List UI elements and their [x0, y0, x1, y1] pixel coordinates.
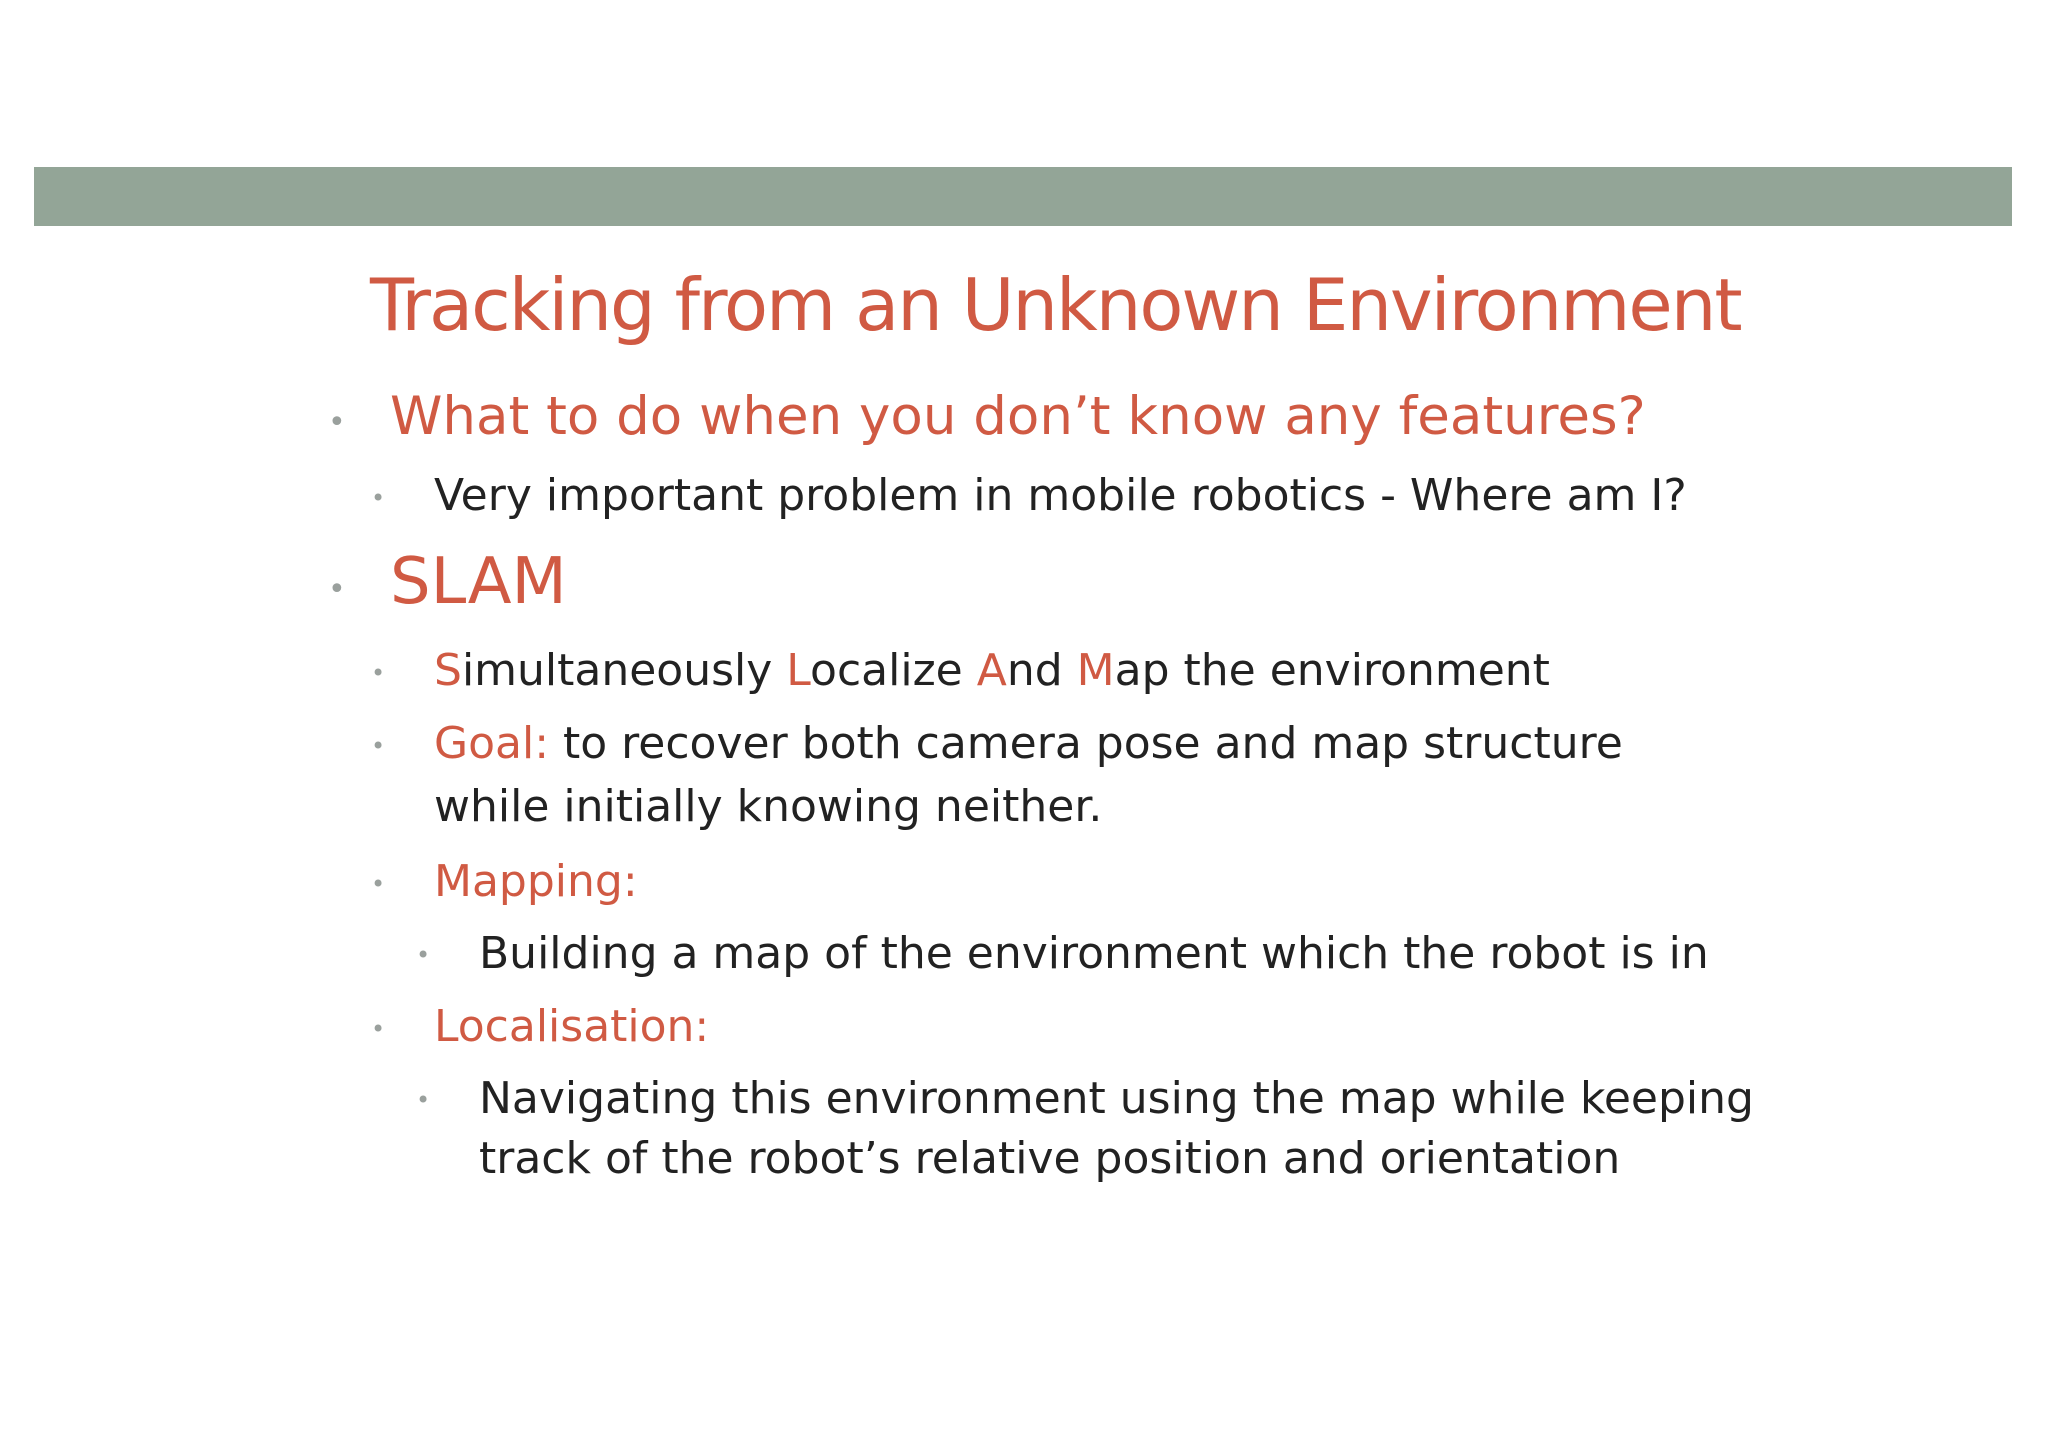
bullet-slam: SLAM: [390, 545, 567, 619]
bullet-icon: •: [416, 941, 431, 969]
bullet-goal: [434, 718, 1623, 769]
bullet-mapping: Mapping:: [434, 856, 638, 907]
bullet-icon: •: [371, 870, 386, 898]
bullet-localisation: Localisation:: [434, 1001, 710, 1052]
bullet-icon: •: [371, 659, 386, 687]
bullet-icon: •: [371, 732, 386, 760]
bullet-localisation-detail-line2: track of the robot’s relative position and orientation: [479, 1133, 1621, 1184]
slam-word-localize: ocalize: [810, 645, 977, 696]
slide-title: Tracking from an Unknown Environment: [370, 263, 1741, 347]
bullet-problem: Very important problem in mobile robotics - Where am I?: [434, 470, 1687, 521]
slam-word-simultaneously: imultaneously: [461, 645, 787, 696]
bullet-icon: •: [416, 1086, 431, 1114]
slam-word-map: ap the environment: [1114, 645, 1550, 696]
bullet-icon: •: [371, 484, 386, 512]
bullet-localisation-detail-line1: Navigating this environment using the map while keeping: [479, 1073, 1754, 1124]
bullet-icon: •: [328, 572, 346, 607]
slam-word-and: nd: [1006, 645, 1077, 696]
goal-label: Goal:: [434, 718, 550, 769]
acronym-letter-s: S: [434, 645, 462, 696]
acronym-letter-m: M: [1076, 645, 1115, 696]
bullet-question: What to do when you don’t know any features?: [390, 386, 1646, 447]
goal-text-line1: to recover both camera pose and map structure: [549, 718, 1623, 769]
bullet-icon: •: [328, 405, 346, 440]
acronym-letter-a: A: [976, 645, 1007, 696]
acronym-letter-l: L: [786, 645, 811, 696]
goal-text-line2: while initially knowing neither.: [434, 781, 1103, 832]
bullet-mapping-detail: Building a map of the environment which the robot is in: [479, 928, 1709, 979]
bullet-icon: •: [371, 1015, 386, 1043]
bullet-slam-definition: [434, 645, 1550, 696]
